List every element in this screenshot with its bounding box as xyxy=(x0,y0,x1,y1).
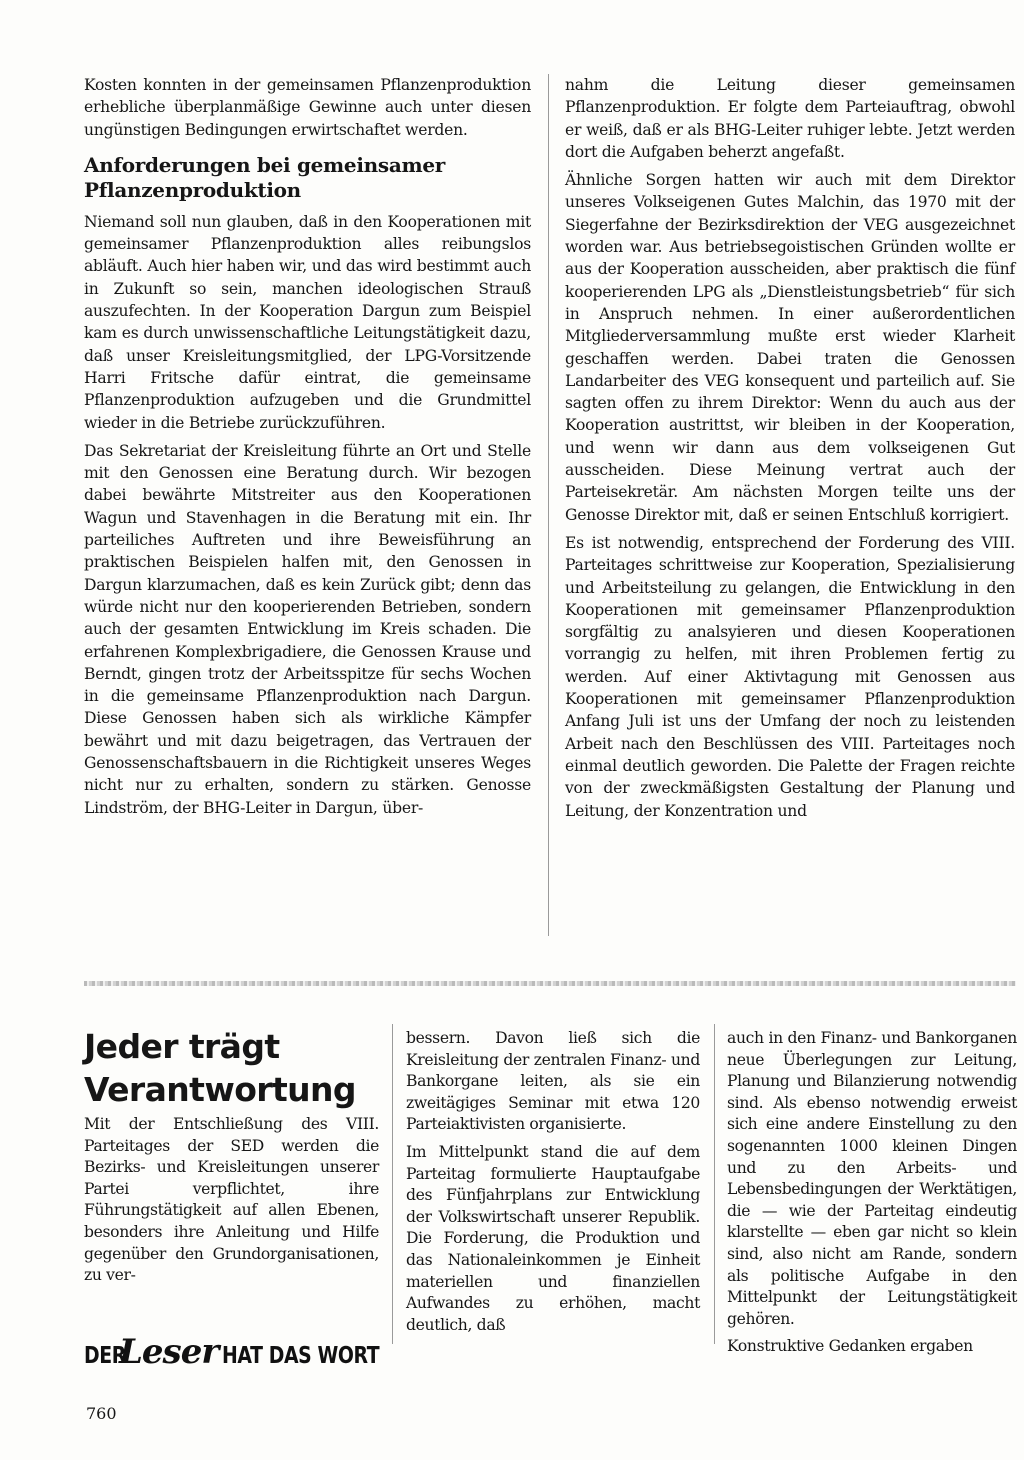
headline-line: Jeder trägt xyxy=(84,1027,280,1066)
logo-script-text: Leser xyxy=(119,1332,219,1372)
paragraph: Es ist notwendig, entsprechend der Forderung des VIII. Parteitages schrittweise zur Kooperation, Spezialisierung und Arbeitsteilung zu gelangen, die Entwicklung in den Kooperationen mit gemeinsamer Pflanzenproduktion sorgfältig zu analsyieren und diesen Kooperationen vorrangig zu helfen, mit ihren Problemen fertig zu werden. Auf einer Aktivtagung mit Genossen aus Kooperationen mit gemeinsamer Pflanzenproduktion Anfang Juli ist uns der Umfang der noch zu leistenden Arbeit nach den Beschlüssen des VIII. Parteitages noch einmal deutlich geworden. Die Palette der Fragen reichte von der zweckmäßigsten Gestaltung der Planung und Leitung, der Konzentration und xyxy=(565,533,1015,820)
bottom-column-2 xyxy=(406,1028,700,1336)
column-rule xyxy=(392,1024,393,1344)
paragraph: auch in den Finanz- und Bankorganen neue Überlegungen zur Leitung, Planung und Bilanzierung notwendig sind. Als ebenso notwendig erweist sich eine andere Einstellung zu den sogenannten 1000 kleinen Dingen und zu den Arbeits- und Lebensbedingungen der Werktätigen, die — wie der Parteitag eindeutig klarstellte — eben gar nicht so klein sind, also nicht am Rande, sondern als politische Aufgabe in den Mittelpunkt der Leitungstätigkeit gehören. xyxy=(727,1029,1017,1328)
paragraph: Das Sekretariat der Kreisleitung führte an Ort und Stelle mit den Genossen eine Beratung durch. Wir bezogen dabei bewährte Mitstreiter aus den Kooperationen Wagun und Stavenhagen in die Beratung mit ein. Ihr parteiliches Auftreten und ihre Beweisführung an praktischen Beispielen halfen mit, den Genossen in Dargun klarzumachen, daß es kein Zurück gibt; denn das würde nicht nur den kooperierenden Betrieben, sondern auch der gesamten Entwicklung im Kreis schaden. Die erfahrenen Komplexbrigadiere, die Genossen Krause und Berndt, gingen trotz der Arbeitsspitze für sechs Wochen in die gemeinsame Pflanzenproduktion nach Dargun. Diese Genossen haben sich als wirkliche Kämpfer bewährt und mit dazu beigetragen, das Vertrauen der Genossenschaftsbauern in die Richtigkeit unseres Weges nicht nur zu erhalten, sondern zu stärken. Genosse Lindström, der BHG-Leiter in Dargun, über- xyxy=(84,441,531,817)
article-headline xyxy=(84,1025,384,1111)
logo-text: DER xyxy=(84,1343,126,1369)
paragraph: bessern. Davon ließ sich die Kreisleitung der zentralen Finanz- und Bankorgane leiten, als sie ein zweitägiges Seminar mit etwa 120 Parteiaktivisten organisierte. xyxy=(406,1029,700,1134)
page-number: 760 xyxy=(86,1404,117,1423)
der-leser-hat-das-wort-logo xyxy=(84,1332,380,1377)
paragraph: nahm die Leitung dieser gemeinsamen Pflanzenproduktion. Er folgte dem Parteiauftrag, obwohl er weiß, daß er als BHG-Leiter ruhiger lebte. Jetzt werden dort die Aufgaben beherzt angefaßt. xyxy=(565,76,1015,161)
paragraph: Kosten konnten in der gemeinsamen Pflanzenproduktion erhebliche überplanmäßige Gewinne auch unter diesen ungünstigen Bedingungen erwirtschaftet werden. xyxy=(84,76,531,139)
section-divider xyxy=(84,981,1016,986)
paragraph: Niemand soll nun glauben, daß in den Kooperationen mit gemeinsamer Pflanzenproduktion alles reibungslos abläuft. Auch hier haben wir, und das wird bestimmt auch in Zukunft so sein, manchen ideologischen Strauß auszufechten. In der Kooperation Dargun zum Beispiel kam es durch unwissenschaftliche Leitungstätigkeit dazu, daß unser Kreisleitungsmitglied, der LPG-Vorsitzende Harri Fritsche dafür eintrat, die gemeinsame Pflanzenproduktion aufzugeben und die Grundmittel wieder in die Betriebe zurückzuführen. xyxy=(84,212,531,432)
bottom-column-3 xyxy=(727,1028,1017,1358)
section-heading: Anforderungen bei gemeinsamer Pflanzenproduktion xyxy=(84,152,446,202)
column-rule xyxy=(714,1024,715,1344)
paragraph: Im Mittelpunkt stand die auf dem Parteitag formulierte Hauptaufgabe des Fünfjahrplans zur Entwicklung der Volkswirtschaft unserer Republik. Die Forderung, die Produktion und das Nationaleinkommen je Einheit materiellen und finanziellen Aufwandes zu erhöhen, macht deutlich, daß xyxy=(406,1142,700,1334)
paragraph: Konstruktive Gedanken ergaben xyxy=(727,1337,973,1356)
headline-line: Verantwortung xyxy=(84,1070,356,1109)
column-rule xyxy=(548,74,549,936)
logo-text: HAT DAS WORT xyxy=(222,1343,380,1369)
paragraph: Mit der Entschließung des VIII. Parteitages der SED werden die Bezirks- und Kreisleitungen unserer Partei verpflichtet, ihre Führungstätigkeit auf allen Ebenen, besonders ihre Anleitung und Hilfe gegenüber den Grundorganisationen, zu ver- xyxy=(84,1115,379,1285)
paragraph: Ähnliche Sorgen hatten wir auch mit dem Direktor unseres Volkseigenen Gutes Malchin, das 1970 mit der Siegerfahne der Bezirksdirektion der VEG ausgezeichnet worden war. Aus betriebsegoistischen Gründen wollte er aus der Kooperation ausscheiden, aber praktisch die fünf kooperierenden LPG als „Dienstleistungsbetrieb“ für sich in Anspruch nehmen. In einer außerordentlichen Mitgliederversammlung mußte erst wieder Klarheit geschaffen werden. Dabei traten die Genossen Landarbeiter des VEG konsequent und parteilich auf. Sie sagten offen zu ihrem Direktor: Wenn du auch aus der Kooperation austrittst, wir bleiben in der Kooperation, und wenn wir dann aus dem volkseigenen Gut ausscheiden. Diese Meinung vertrat auch der Parteisekretär. Am nächsten Morgen teilte uns der Genosse Direktor mit, daß er seinen Entschluß korrigiert. xyxy=(565,171,1015,524)
top-right-column xyxy=(565,74,1015,822)
bottom-column-1 xyxy=(84,1114,379,1287)
top-left-column xyxy=(84,74,531,819)
